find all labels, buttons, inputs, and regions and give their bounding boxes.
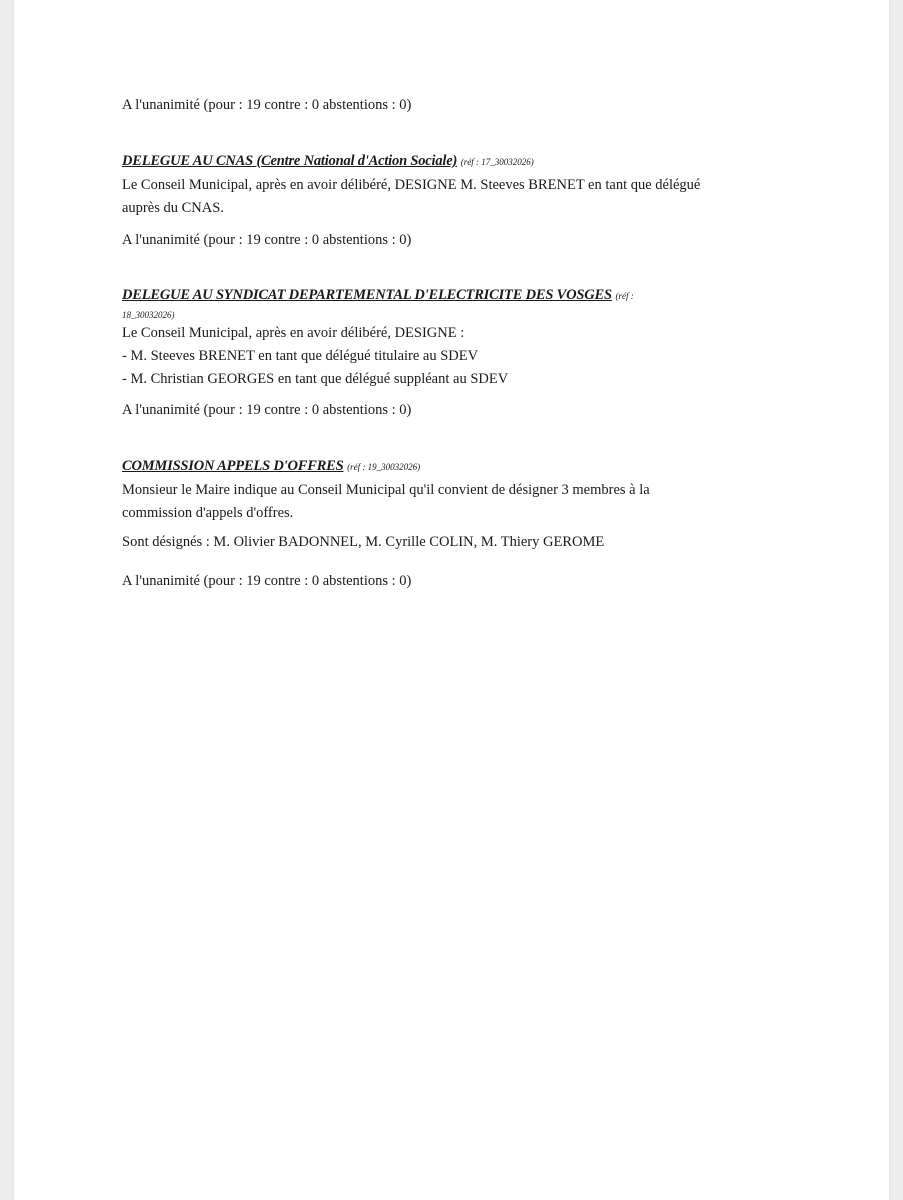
section-cnas-title: DELEGUE AU CNAS (Centre National d'Action Sociale) [122,153,458,169]
section-sdev-title: DELEGUE AU SYNDICAT DEPARTEMENTAL D'ELECTRICITE DES VOSGES [122,287,612,303]
section-cao-title: COMMISSION APPELS D'OFFRES [122,458,344,474]
section-sdev-ref-1-wrapper: (réf : [615,291,634,301]
section-sdev-heading [122,284,782,308]
section-sdev-line-1: Le Conseil Municipal, après en avoir délibéré, DESIGNE : [122,325,465,341]
document-body [14,0,889,1200]
section-cao-heading [122,455,782,479]
section-cao-line-1: Monsieur le Maire indique au Conseil Municipal qu'il convient de désigner 3 membres à la [122,482,650,498]
vote-result-previous [122,94,782,117]
document-page [14,0,889,1200]
vote-result-text: A l'unanimité (pour : 19 contre : 0 abstentions : 0) [122,97,412,113]
section-cnas-ref: réf : 17_30032026 [463,157,531,167]
section-cao-designated [122,531,782,554]
vote-result-text: A l'unanimité (pour : 19 contre : 0 abstentions : 0) [122,402,412,418]
section-sdev-ref-2-wrapper: 18_30032026) [122,310,175,320]
section-cnas-line-1: Le Conseil Municipal, après en avoir délibéré, DESIGNE M. Steeves BRENET en tant que délégué [122,177,701,193]
section-sdev-ref-2: 18_30032026 [122,310,172,320]
section-cnas [122,150,782,220]
section-sdev-line-2: - M. Steeves BRENET en tant que délégué titulaire au SDEV [122,348,479,364]
section-cnas-heading [122,150,782,174]
section-cao [122,455,782,525]
section-cao-line-2: commission d'appels d'offres. [122,505,294,521]
section-sdev-ref-1: réf : [618,291,634,301]
vote-result-sdev [122,399,782,422]
vote-result-text: A l'unanimité (pour : 19 contre : 0 abstentions : 0) [122,573,412,589]
vote-result-cao [122,570,782,593]
designated-members: Sont désignés : M. Olivier BADONNEL, M. Cyrille COLIN, M. Thiery GEROME [122,534,605,550]
section-cnas-line-2: auprès du CNAS. [122,200,224,216]
vote-result-text: A l'unanimité (pour : 19 contre : 0 abstentions : 0) [122,232,412,248]
vote-result-cnas [122,229,782,252]
section-cao-ref: réf : 19_30032026 [350,462,418,472]
section-cao-ref-wrapper: (réf : 19_30032026) [347,462,421,472]
section-sdev [122,284,782,391]
section-sdev-line-3: - M. Christian GEORGES en tant que délégué suppléant au SDEV [122,371,509,387]
section-cnas-ref-wrapper: (réf : 17_30032026) [460,157,534,167]
